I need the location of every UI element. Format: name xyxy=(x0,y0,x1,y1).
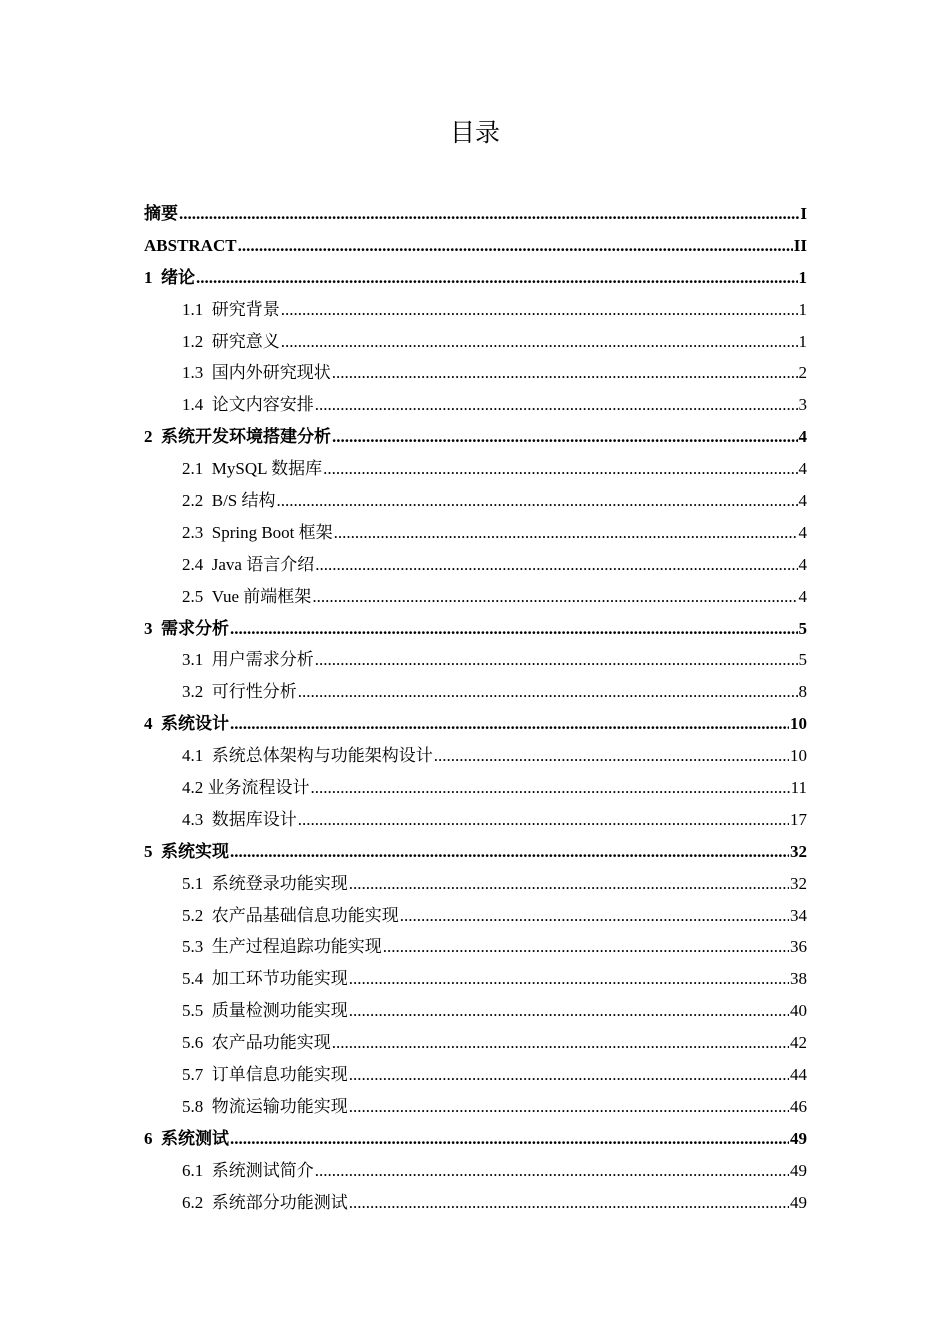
toc-entry-page-number: 4 xyxy=(798,491,807,511)
toc-section-entry[interactable] xyxy=(144,644,807,676)
toc-entry-label: 加工环节功能实现 xyxy=(211,969,348,989)
toc-dot-leader xyxy=(312,581,797,613)
toc-entry-label: 农产品基础信息功能实现 xyxy=(211,905,399,925)
toc-entry-number: 5.6 xyxy=(182,1033,212,1053)
toc-entry-label: 订单信息功能实现 xyxy=(211,1065,348,1085)
toc-section-entry[interactable] xyxy=(144,453,807,485)
toc-entry-page-number: 32 xyxy=(790,873,807,893)
toc-section-entry[interactable] xyxy=(144,676,807,708)
toc-section-entry[interactable] xyxy=(144,1187,807,1219)
toc-entry-page-number: 1 xyxy=(798,267,807,287)
toc-entry-number: 3.1 xyxy=(182,650,212,670)
toc-entry-page-number: 4 xyxy=(798,522,807,542)
toc-entry-number: 1.4 xyxy=(182,395,212,415)
toc-section-entry[interactable] xyxy=(144,740,807,772)
toc-entry-label: 质量检测功能实现 xyxy=(211,1001,348,1021)
toc-entry-page-number: II xyxy=(793,235,807,255)
toc-dot-leader xyxy=(311,772,790,804)
toc-entry-label: 系统实现 xyxy=(161,841,229,861)
toc-entry-number: 4 xyxy=(144,714,161,734)
toc-entry-label: 国内外研究现状 xyxy=(211,363,331,383)
toc-entry-page-number: 4 xyxy=(798,586,807,606)
toc-dot-leader xyxy=(277,485,798,517)
toc-entry-label: 可行性分析 xyxy=(211,682,297,702)
toc-section-entry[interactable] xyxy=(144,1027,807,1059)
toc-entry-number: 4.1 xyxy=(182,746,212,766)
toc-entry-page-number: 1 xyxy=(798,331,807,351)
toc-chapter-entry[interactable] xyxy=(144,262,807,294)
toc-entry-page-number: 17 xyxy=(790,809,807,829)
toc-entry-page-number: 49 xyxy=(790,1160,807,1180)
toc-entry-number: 5 xyxy=(144,841,161,861)
toc-entry-label: 系统开发环境搭建分析 xyxy=(161,427,331,447)
toc-dot-leader xyxy=(315,549,797,581)
toc-entry-page-number: 4 xyxy=(798,459,807,479)
toc-entry-number: 6 xyxy=(144,1128,161,1148)
toc-entry-label: Vue 前端框架 xyxy=(211,586,312,606)
toc-dot-leader xyxy=(332,357,798,389)
toc-entry-number: 3 xyxy=(144,618,161,638)
toc-entry-page-number: 4 xyxy=(798,554,807,574)
toc-chapter-entry[interactable] xyxy=(144,836,807,868)
toc-section-entry[interactable] xyxy=(144,294,807,326)
toc-section-entry[interactable] xyxy=(144,549,807,581)
toc-entry-label: 用户需求分析 xyxy=(211,650,314,670)
toc-entry-label: 系统测试 xyxy=(161,1128,229,1148)
toc-section-entry[interactable] xyxy=(144,1091,807,1123)
toc-section-entry[interactable] xyxy=(144,517,807,549)
toc-dot-leader xyxy=(315,1155,789,1187)
toc-entry-label: 业务流程设计 xyxy=(207,778,310,798)
toc-dot-leader xyxy=(230,1123,789,1155)
toc-entry-page-number: 40 xyxy=(790,1001,807,1021)
toc-entry-page-number: 10 xyxy=(790,746,807,766)
toc-entry-page-number: 49 xyxy=(790,1128,807,1148)
toc-entry-label: 系统测试简介 xyxy=(211,1160,314,1180)
toc-dot-leader xyxy=(230,708,789,740)
toc-entry-label: Spring Boot 框架 xyxy=(211,522,333,542)
toc-entry-page-number: 5 xyxy=(798,618,807,638)
toc-dot-leader xyxy=(298,804,789,836)
toc-dot-leader xyxy=(230,836,789,868)
toc-entry-page-number: 10 xyxy=(790,714,807,734)
toc-section-entry[interactable] xyxy=(144,804,807,836)
toc-entry-label: 论文内容安排 xyxy=(211,395,314,415)
toc-section-entry[interactable] xyxy=(144,900,807,932)
toc-entry-number: 2.1 xyxy=(182,459,212,479)
toc-dot-leader xyxy=(349,963,789,995)
toc-section-entry[interactable] xyxy=(144,389,807,421)
toc-section-entry[interactable] xyxy=(144,1059,807,1091)
toc-entry-number: 1.3 xyxy=(182,363,212,383)
toc-dot-leader xyxy=(349,1187,789,1219)
toc-section-entry[interactable] xyxy=(144,581,807,613)
toc-entry-label: 物流运输功能实现 xyxy=(211,1096,348,1116)
toc-entry-page-number: 42 xyxy=(790,1033,807,1053)
toc-entry-label: Java 语言介绍 xyxy=(211,554,315,574)
toc-entry-page-number: 34 xyxy=(790,905,807,925)
toc-dot-leader xyxy=(230,613,798,645)
toc-entry-number: 6.2 xyxy=(182,1192,212,1212)
toc-dot-leader xyxy=(349,1059,789,1091)
toc-entry-label: 需求分析 xyxy=(161,618,229,638)
toc-entry-number: 5.4 xyxy=(182,969,212,989)
toc-entry-number: 4.2 xyxy=(182,778,208,798)
toc-dot-leader xyxy=(238,230,793,262)
toc-dot-leader xyxy=(281,294,798,326)
toc-chapter-entry[interactable] xyxy=(144,613,807,645)
toc-entry-label: 绪论 xyxy=(161,267,195,287)
toc-dot-leader xyxy=(332,1027,789,1059)
toc-dot-leader xyxy=(196,262,798,294)
toc-entry-page-number: 2 xyxy=(798,363,807,383)
toc-entry-number: 6.1 xyxy=(182,1160,212,1180)
toc-entry-label: 农产品功能实现 xyxy=(211,1033,331,1053)
toc-chapter-entry[interactable] xyxy=(144,198,807,230)
toc-entry-page-number: 4 xyxy=(798,427,807,447)
toc-entry-number: 1.1 xyxy=(182,299,212,319)
toc-dot-leader xyxy=(334,517,798,549)
toc-entry-label: 系统登录功能实现 xyxy=(211,873,348,893)
toc-dot-leader xyxy=(298,676,798,708)
toc-entry-label: MySQL 数据库 xyxy=(211,459,323,479)
toc-dot-leader xyxy=(349,1091,789,1123)
toc-entry-number: 5.2 xyxy=(182,905,212,925)
toc-entry-number: 2.4 xyxy=(182,554,212,574)
toc-entry-number: 2.2 xyxy=(182,491,212,511)
toc-section-entry[interactable] xyxy=(144,868,807,900)
toc-dot-leader xyxy=(349,868,789,900)
toc-entry-page-number: I xyxy=(800,204,807,223)
toc-dot-leader xyxy=(281,326,798,358)
toc-entry-page-number: 11 xyxy=(790,778,807,798)
toc-entry-number: 5.3 xyxy=(182,937,212,957)
toc-entry-label: 系统总体架构与功能架构设计 xyxy=(211,746,433,766)
toc-entry-number: 1.2 xyxy=(182,331,212,351)
toc-dot-leader xyxy=(323,453,797,485)
toc-entry-label: 数据库设计 xyxy=(211,809,297,829)
toc-chapter-entry[interactable] xyxy=(144,421,807,453)
toc-dot-leader xyxy=(434,740,789,772)
toc-entry-label: 系统部分功能测试 xyxy=(211,1192,348,1212)
toc-entry-number: 2.5 xyxy=(182,586,212,606)
toc-entry-label: B/S 结构 xyxy=(211,491,276,511)
toc-section-entry[interactable] xyxy=(144,995,807,1027)
toc-entry-label: 摘要 xyxy=(144,204,178,223)
toc-title: 目录 xyxy=(449,118,500,147)
toc-dot-leader xyxy=(400,900,789,932)
toc-entry-page-number: 8 xyxy=(798,682,807,702)
toc-entry-page-number: 44 xyxy=(790,1065,807,1085)
toc-section-entry[interactable] xyxy=(144,963,807,995)
toc-entry-page-number: 5 xyxy=(798,650,807,670)
toc-section-entry[interactable] xyxy=(144,931,807,963)
toc-entry-label: 生产过程追踪功能实现 xyxy=(211,937,382,957)
toc-list xyxy=(144,198,807,1219)
toc-entry-label: 研究意义 xyxy=(211,331,280,351)
toc-entry-label: ABSTRACT xyxy=(144,235,237,255)
toc-section-entry[interactable] xyxy=(144,1155,807,1187)
toc-section-entry[interactable] xyxy=(144,485,807,517)
toc-dot-leader xyxy=(349,995,789,1027)
toc-chapter-entry[interactable] xyxy=(144,1123,807,1155)
toc-entry-number: 5.5 xyxy=(182,1001,212,1021)
toc-entry-page-number: 32 xyxy=(790,841,807,861)
toc-entry-number: 3.2 xyxy=(182,682,212,702)
toc-section-entry[interactable] xyxy=(144,357,807,389)
toc-entry-page-number: 49 xyxy=(790,1192,807,1212)
toc-entry-page-number: 1 xyxy=(798,299,807,319)
toc-dot-leader xyxy=(332,421,798,453)
toc-entry-number: 2 xyxy=(144,427,161,447)
toc-entry-number: 1 xyxy=(144,267,161,287)
toc-entry-number: 2.3 xyxy=(182,522,212,542)
toc-entry-number: 5.8 xyxy=(182,1096,212,1116)
toc-entry-page-number: 36 xyxy=(790,937,807,957)
toc-entry-number: 5.1 xyxy=(182,873,212,893)
toc-entry-number: 5.7 xyxy=(182,1065,212,1085)
toc-entry-page-number: 46 xyxy=(790,1096,807,1116)
toc-section-entry[interactable] xyxy=(144,326,807,358)
toc-dot-leader xyxy=(383,931,789,963)
toc-entry-label: 研究背景 xyxy=(211,299,280,319)
toc-section-entry[interactable] xyxy=(144,772,807,804)
toc-entry-page-number: 38 xyxy=(790,969,807,989)
toc-chapter-entry[interactable] xyxy=(144,230,807,262)
toc-entry-number: 4.3 xyxy=(182,809,212,829)
toc-entry-label: 系统设计 xyxy=(161,714,229,734)
toc-dot-leader xyxy=(315,644,798,676)
toc-dot-leader xyxy=(315,389,798,421)
toc-chapter-entry[interactable] xyxy=(144,708,807,740)
toc-dot-leader xyxy=(179,198,799,230)
toc-entry-page-number: 3 xyxy=(798,395,807,415)
